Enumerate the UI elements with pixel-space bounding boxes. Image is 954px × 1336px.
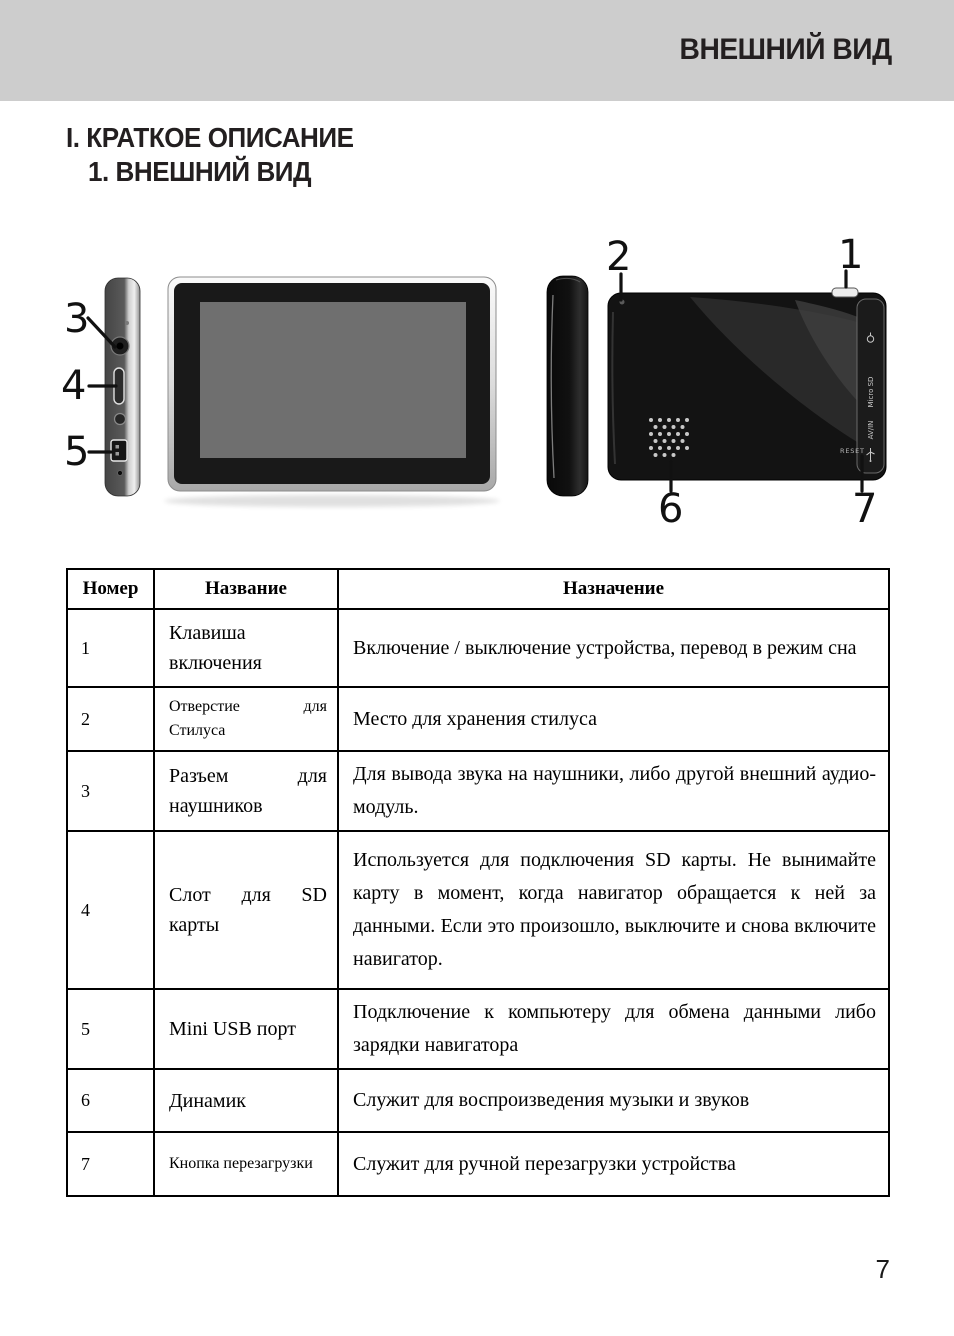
part-purpose: Служит для воспроизведения музыки и звуков <box>338 1069 889 1132</box>
part-purpose: Используется для подключения SD карты. Не вынимайте карту в момент, когда навигатор обращается к ней за данными. Если это произошло, выключите и снова включите навигатор. <box>338 831 889 989</box>
side-view-right <box>547 276 588 496</box>
col-header-purpose: Назначение <box>338 569 889 609</box>
header-band <box>0 0 954 101</box>
callout-1 <box>838 232 863 287</box>
mini-usb-port-icon <box>111 440 127 461</box>
part-number: 7 <box>67 1132 154 1196</box>
table-row <box>67 831 889 989</box>
front-view <box>164 277 500 507</box>
part-name: Отверстие для Стилуса <box>154 687 338 751</box>
table-row <box>67 609 889 687</box>
part-name: Клавиша включения <box>154 609 338 687</box>
table-row <box>67 751 889 831</box>
table-row <box>67 687 889 751</box>
callout-3-number: 3 <box>64 296 90 342</box>
part-purpose: Включение / выключение устройства, перевод в режим сна <box>338 609 889 687</box>
callout-5 <box>64 429 111 475</box>
section-heading: I. КРАТКОЕ ОПИСАНИЕ <box>66 122 354 153</box>
part-purpose: Место для хранения стилуса <box>338 687 889 751</box>
callout-2 <box>606 234 631 300</box>
part-purpose: Служит для ручной перезагрузки устройства <box>338 1132 889 1196</box>
part-number: 4 <box>67 831 154 989</box>
callout-1-number: 1 <box>838 232 864 278</box>
reset-label: RESET <box>840 447 865 455</box>
part-purpose: Для вывода звука на наушники, либо другой внешний аудио-модуль. <box>338 751 889 831</box>
back-view <box>608 288 886 480</box>
part-purpose: Подключение к компьютеру для обмена данными либо зарядки навигатора <box>338 989 889 1069</box>
av-in-label: AV/IN <box>867 420 875 440</box>
callout-7-number: 7 <box>852 486 878 532</box>
callout-6-number: 6 <box>658 486 684 532</box>
part-name: Динамик <box>154 1069 338 1132</box>
page-number: 7 <box>875 1254 890 1284</box>
part-number: 5 <box>67 989 154 1069</box>
device-screen <box>200 302 466 458</box>
part-name: Разъем для наушников <box>154 751 338 831</box>
part-name: Кнопка перезагрузки <box>154 1132 338 1196</box>
part-number: 2 <box>67 687 154 751</box>
col-header-name: Название <box>154 569 338 609</box>
power-button-icon <box>832 288 858 297</box>
micro-sd-label: Micro SD <box>867 376 875 408</box>
callout-5-number: 5 <box>64 429 90 475</box>
device-figure <box>0 225 954 545</box>
callout-2-number: 2 <box>606 234 632 280</box>
table-header-row <box>67 569 889 609</box>
col-header-number: Номер <box>67 569 154 609</box>
parts-table <box>66 568 890 1197</box>
part-number: 3 <box>67 751 154 831</box>
callout-4-number: 4 <box>61 363 87 409</box>
part-number: 6 <box>67 1069 154 1132</box>
part-number: 1 <box>67 609 154 687</box>
table-row <box>67 1132 889 1196</box>
page-header-title: ВНЕШНИЙ ВИД <box>679 33 892 66</box>
table-row <box>67 989 889 1069</box>
table-row <box>67 1069 889 1132</box>
subsection-heading: 1. ВНЕШНИЙ ВИД <box>88 156 312 187</box>
part-name: Слот для SD карты <box>154 831 338 989</box>
part-name: Mini USB порт <box>154 989 338 1069</box>
